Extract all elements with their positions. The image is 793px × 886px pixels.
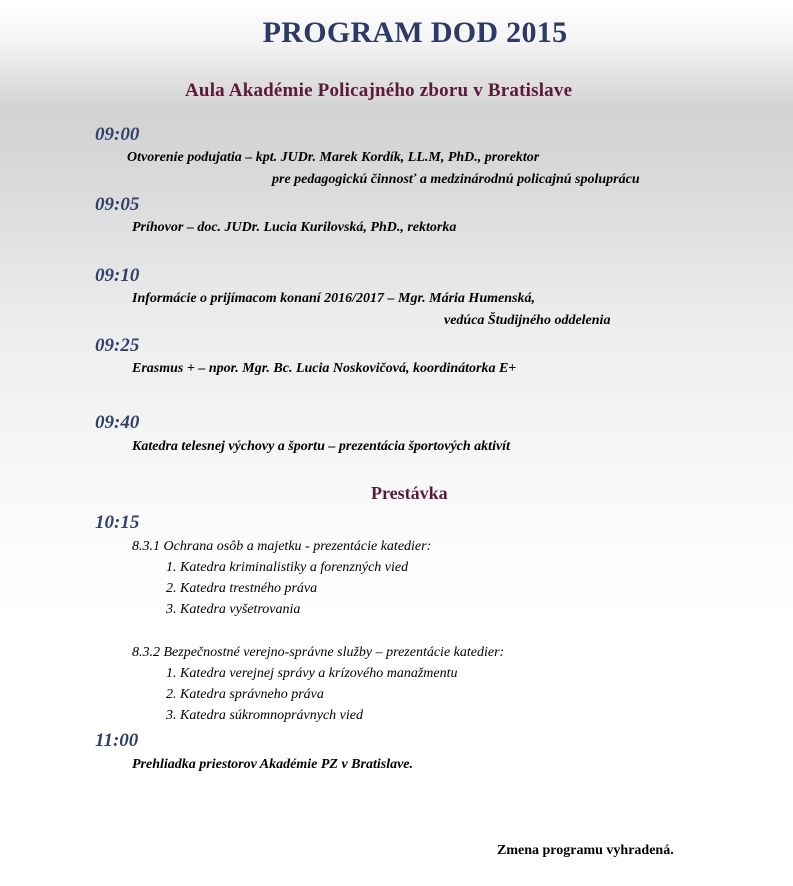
time-0905: 09:05: [95, 194, 140, 215]
item-tour: Prehliadka priestorov Akadémie PZ v Bratislave.: [132, 757, 414, 772]
item-opening-line-2: pre pedagogickú činnosť a medzinárodnú policajnú spoluprácu: [272, 172, 640, 187]
group-heading-831: 8.3.1 Ochrana osôb a majetku - prezentácie katedier:: [132, 539, 432, 554]
list-item: 1. Katedra kriminalistiky a forenzných vied: [166, 560, 409, 575]
time-1100: 11:00: [95, 730, 139, 751]
item-erasmus: Erasmus + – npor. Mgr. Bc. Lucia Noskovičová, koordinátorka E+: [132, 361, 517, 376]
list-item: 3. Katedra vyšetrovania: [166, 602, 301, 617]
item-admissions-line-1: Informácie o prijímacom konaní 2016/2017 – Mgr. Mária Humenská,: [132, 291, 535, 306]
item-opening-line-1: Otvorenie podujatia – kpt. JUDr. Marek Kordík, LL.M, PhD., prorektor: [127, 150, 540, 165]
list-item: 2. Katedra trestného práva: [166, 581, 318, 596]
group-heading-832: 8.3.2 Bezpečnostné verejno-správne služby – prezentácie katedier:: [132, 645, 505, 660]
time-0940: 09:40: [95, 412, 140, 433]
item-admissions-line-2: vedúca Študijného oddelenia: [444, 313, 611, 328]
item-speech: Príhovor – doc. JUDr. Lucia Kurilovská, PhD., rektorka: [132, 220, 457, 235]
break-heading: Prestávka: [371, 483, 448, 503]
footer-note: Zmena programu vyhradená.: [497, 843, 674, 858]
item-sports: Katedra telesnej výchovy a športu – prezentácia športových aktivít: [132, 439, 510, 454]
venue-heading: Aula Akadémie Policajného zboru v Bratislave: [185, 80, 573, 101]
page-title: PROGRAM DOD 2015: [262, 16, 568, 49]
list-item: 2. Katedra správneho práva: [166, 687, 324, 702]
time-1015: 10:15: [95, 512, 140, 533]
list-item: 3. Katedra súkromnoprávnych vied: [166, 708, 363, 723]
time-0910: 09:10: [95, 265, 140, 286]
time-0925: 09:25: [95, 335, 140, 356]
list-item: 1. Katedra verejnej správy a krízového manažmentu: [166, 666, 458, 681]
time-0900: 09:00: [95, 124, 140, 145]
